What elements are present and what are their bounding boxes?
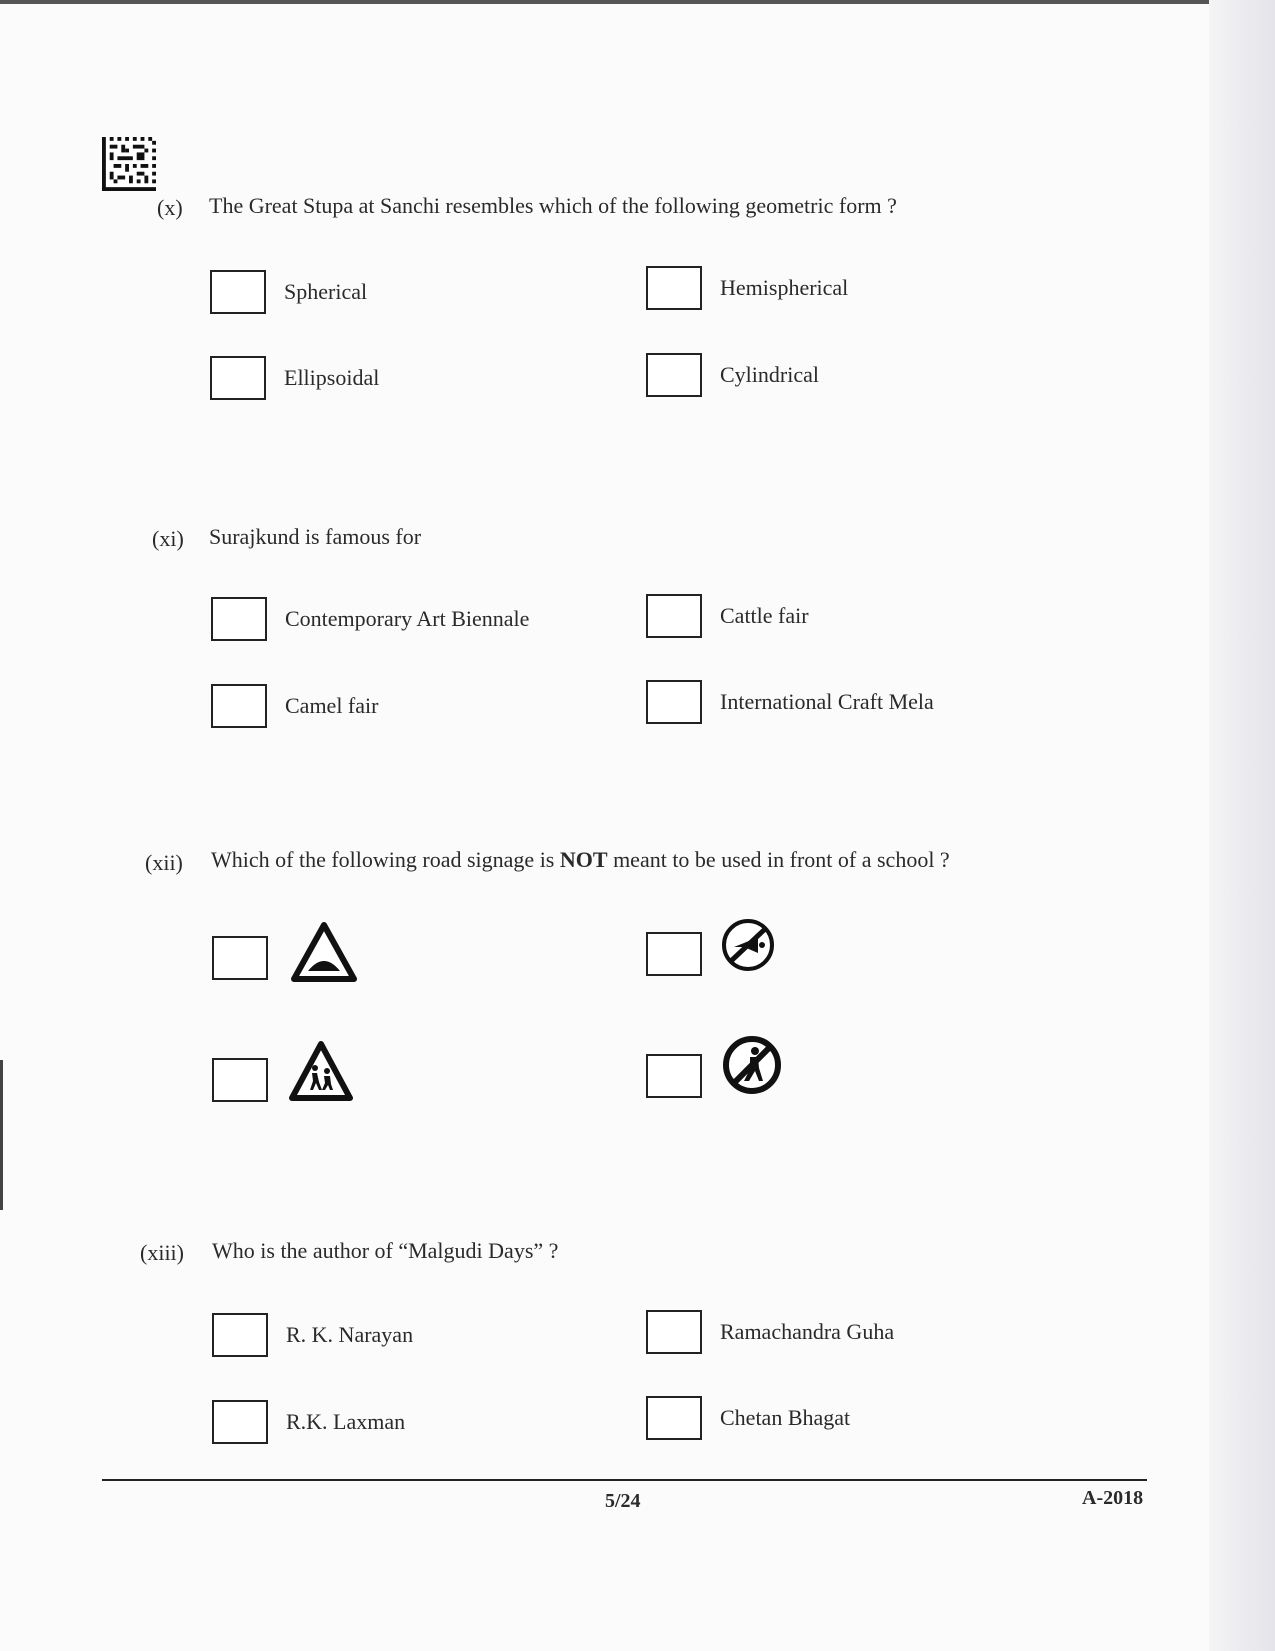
datamatrix-code-icon (102, 137, 156, 191)
no-horn-sign-icon (720, 917, 776, 973)
answer-checkbox[interactable] (646, 1396, 702, 1440)
option-label: Camel fair (285, 693, 379, 718)
scan-right-shadow (1209, 0, 1275, 1651)
question-text: The Great Stupa at Sanchi resembles which of the following geometric form ? (209, 193, 897, 218)
scan-top-edge (0, 0, 1275, 4)
option-label: Spherical (284, 279, 368, 304)
page-number: 5/24 (605, 1490, 641, 1512)
answer-checkbox[interactable] (646, 680, 702, 724)
option-label: R. K. Narayan (286, 1322, 414, 1347)
answer-checkbox[interactable] (646, 932, 702, 976)
question-number: (xiii) (140, 1240, 184, 1265)
option-label: International Craft Mela (720, 689, 934, 714)
option-label: R.K. Laxman (286, 1409, 406, 1434)
option-label: Contemporary Art Biennale (285, 606, 530, 631)
speed-breaker-sign-icon (290, 921, 358, 983)
option-label: Ellipsoidal (284, 365, 380, 390)
school-children-sign-icon (288, 1040, 354, 1102)
option-label: Cattle fair (720, 603, 809, 628)
scan-left-mark (0, 1060, 3, 1210)
answer-checkbox[interactable] (212, 1400, 268, 1444)
option-label: Chetan Bhagat (720, 1405, 851, 1430)
answer-checkbox[interactable] (646, 594, 702, 638)
answer-checkbox[interactable] (210, 356, 266, 400)
answer-checkbox[interactable] (211, 684, 267, 728)
question-text: Which of the following road signage is NOT meant to be used in front of a school ? (211, 847, 950, 872)
paper-code: A-2018 (1082, 1487, 1144, 1509)
answer-checkbox[interactable] (646, 1054, 702, 1098)
no-pedestrians-sign-icon (722, 1035, 782, 1095)
footer-rule (102, 1479, 1147, 1481)
answer-checkbox[interactable] (646, 353, 702, 397)
option-label: Ramachandra Guha (720, 1319, 895, 1344)
question-text: Surajkund is famous for (209, 524, 422, 549)
answer-checkbox[interactable] (211, 597, 267, 641)
question-text: Who is the author of “Malgudi Days” ? (212, 1238, 559, 1263)
option-label: Hemispherical (720, 275, 849, 300)
option-label: Cylindrical (720, 362, 819, 387)
question-number: (xi) (152, 526, 184, 551)
answer-checkbox[interactable] (646, 266, 702, 310)
question-number: (x) (157, 195, 183, 220)
answer-checkbox[interactable] (210, 270, 266, 314)
emphasis-not: NOT (559, 847, 608, 872)
answer-checkbox[interactable] (212, 936, 268, 980)
answer-checkbox[interactable] (212, 1058, 268, 1102)
question-number: (xii) (145, 850, 183, 875)
answer-checkbox[interactable] (646, 1310, 702, 1354)
answer-checkbox[interactable] (212, 1313, 268, 1357)
